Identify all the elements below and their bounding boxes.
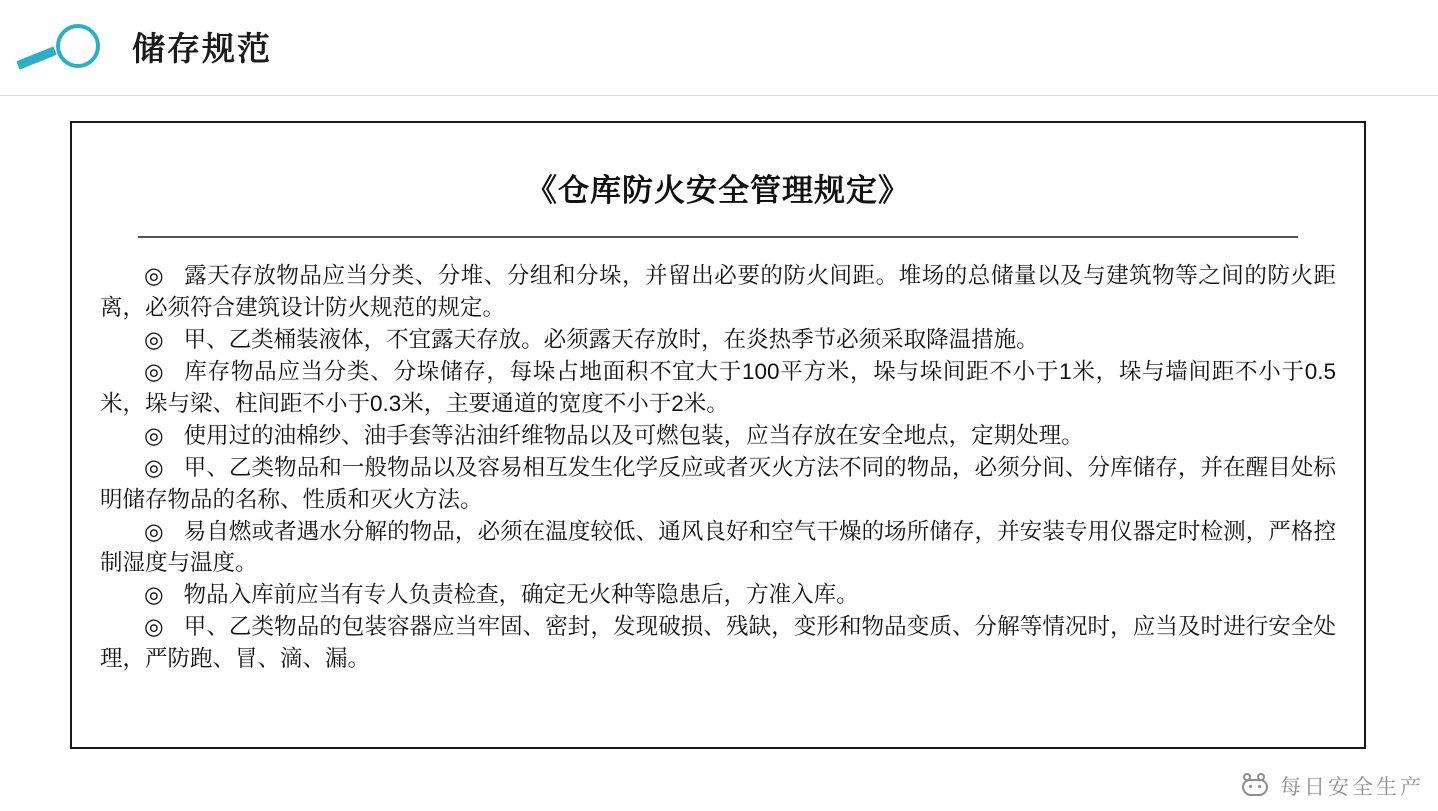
bullet-icon: ◎ [144, 582, 164, 608]
bullet-icon: ◎ [144, 518, 164, 544]
bullet-icon: ◎ [144, 358, 164, 384]
icon-body [1242, 779, 1268, 796]
clause-item [100, 452, 1336, 516]
bullet-icon: ◎ [144, 454, 164, 480]
bullet-icon: ◎ [144, 263, 164, 288]
magnifier-handle [16, 46, 56, 69]
clause-list [100, 260, 1336, 675]
icon-eye-right [1258, 785, 1261, 788]
watermark-text: 每日安全生产 [1280, 776, 1424, 799]
page-header [0, 0, 1438, 96]
clause-text: 易自燃或者遇水分解的物品，必须在温度较低、通风良好和空气干燥的场所储存，并安装专用仪器定时检测，严格控制湿度与温度。 [100, 518, 1336, 576]
clause-item [100, 516, 1336, 580]
page-title: 储存规范 [132, 29, 272, 67]
icon-eye-left [1249, 785, 1252, 788]
clause-item [100, 260, 1336, 324]
magnifier-lens [56, 24, 100, 68]
bullet-icon: ◎ [144, 614, 164, 640]
clause-text: 露天存放物品应当分类、分堆、分组和分垛，并留出必要的防火间距。堆场的总储量以及与建筑物等之间的防火距离，必须符合建筑设计防火规范的规定。 [100, 263, 1336, 320]
title-divider [138, 236, 1298, 238]
clause-text: 甲、乙类桶装液体，不宜露天存放。必须露天存放时，在炎热季节必须采取降温措施。 [183, 326, 1039, 352]
clause-item [100, 324, 1336, 356]
watermark [1240, 771, 1424, 801]
bullet-icon: ◎ [144, 326, 164, 352]
clause-item [100, 611, 1336, 675]
bullet-icon: ◎ [144, 422, 164, 448]
card-title: 《仓库防火安全管理规定》 [526, 173, 910, 208]
clause-item [100, 579, 1336, 611]
clause-text: 甲、乙类物品的包装容器应当牢固、密封，发现破损、残缺，变形和物品变质、分解等情况时，应当及时进行安全处理，严防跑、冒、滴、漏。 [100, 614, 1336, 672]
clause-item [100, 356, 1336, 420]
clause-text: 甲、乙类物品和一般物品以及容易相互发生化学反应或者灭火方法不同的物品，必须分间、分库储存，并在醒目处标明储存物品的名称、性质和灭火方法。 [100, 454, 1336, 512]
clause-text: 使用过的油棉纱、油手套等沾油纤维物品以及可燃包装，应当存放在安全地点，定期处理。 [183, 422, 1084, 448]
clause-item [100, 420, 1336, 452]
clause-text: 物品入库前应当有专人负责检查，确定无火种等隐患后，方准入库。 [183, 582, 859, 608]
wechat-official-account-icon [1240, 773, 1270, 799]
magnifier-icon [8, 13, 118, 83]
regulation-card [70, 121, 1366, 749]
clause-text: 库存物品应当分类、分垛储存，每垛占地面积不宜大于100平方米，垛与垛间距不小于1米，垛与墙间距不小于0.5米，垛与梁、柱间距不小于0.3米，主要通道的宽度不小于2米。 [100, 358, 1336, 416]
header-divider [0, 95, 1438, 96]
